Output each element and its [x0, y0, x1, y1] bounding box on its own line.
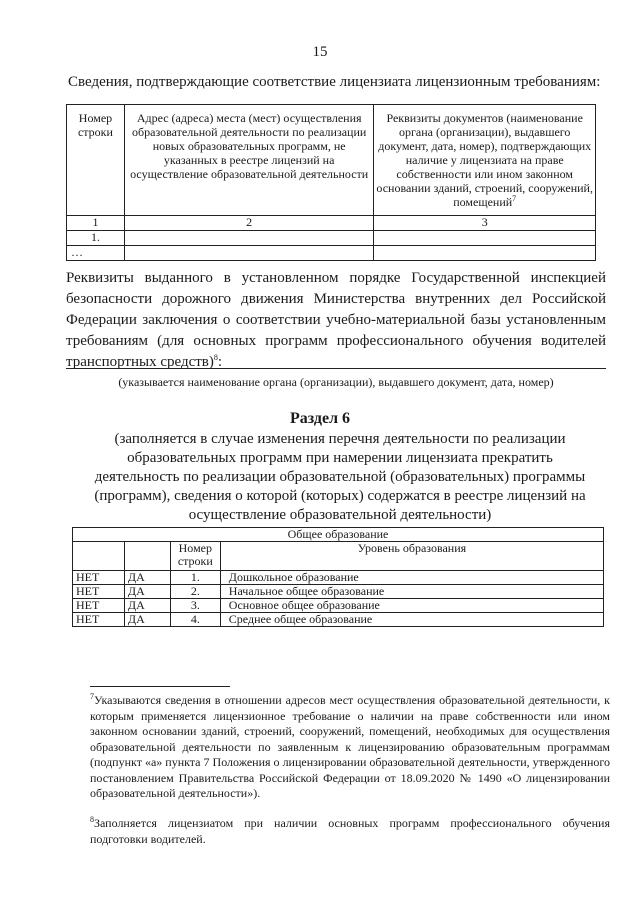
footnote-text: Указываются сведения в отношении адресов мест осуществления образовательной деятельности, к которым применяется лицензионное требование о наличии на праве собственности или ином законном основании зданий, строений, сооружений, помещений, необходимых для осуществления образовательной деятельности по заявленным к лицензированию образовательным программам (подпункт «а» пункта 7 Положения о лицензировании образовательной деятельности, утвержденного постановлением Правительства Российской Федерации от 18.09.2020 № 1490 «О лицензировании образовательной деятельности»). [90, 693, 610, 800]
table-header-row [67, 105, 596, 216]
intro-text: Сведения, подтверждающие соответствие лицензиата лицензионным требованиям: [68, 74, 601, 90]
empty-cell [374, 231, 596, 246]
table-row [67, 231, 596, 246]
no-cell: НЕТ [73, 599, 125, 613]
footnote-mark: 7 [90, 692, 94, 701]
header-documents [374, 105, 596, 216]
row-number-cell: … [67, 246, 125, 261]
section-subtitle: (заполняется в случае изменения перечня деятельности по реализации образовательных программ при намерении лицензиата прекратить деятельность по реализации образовательной (образовательных) программы (программ), сведения о которой (которых) содержатся в реестре лицензий на осуществление образовательной деятельности) [94, 431, 586, 523]
header-address: Адрес (адреса) места (мест) осуществления образовательной деятельности по реализации новых образовательных программ, не указанных в реестре лицензий на осуществление образовательной деятельности [124, 105, 373, 216]
section-title: Раздел 6 [289, 410, 351, 427]
row-number-cell: 4. [170, 613, 220, 627]
table-row [67, 246, 596, 261]
table-row [73, 599, 604, 613]
empty-cell [374, 246, 596, 261]
header-row-number: Номер строки [67, 105, 125, 216]
table-row [73, 585, 604, 599]
footnote-8 [90, 816, 610, 847]
header-education-level: Уровень образования [220, 542, 603, 571]
footnote-7 [90, 693, 610, 802]
empty-cell [124, 542, 170, 571]
footnote-mark: 8 [90, 815, 94, 824]
no-cell: НЕТ [73, 613, 125, 627]
education-level-cell: Среднее общее образование [220, 613, 603, 627]
paragraph-colon: : [217, 354, 223, 370]
general-education-table [72, 527, 604, 627]
table-numbering-row [67, 216, 596, 231]
yes-cell: ДА [124, 599, 170, 613]
yes-cell: ДА [124, 613, 170, 627]
header-documents-text: Реквизиты документов (наименование органа (организации), выдавшего документ, дата, номер), подтверждающих наличие у лицензиата на праве собственности или ином законном основании зданий, строений, сооружений, помещений [376, 111, 593, 209]
row-number-cell: 3. [170, 599, 220, 613]
fill-in-caption: (указывается наименование органа (организации), выдавшего документ, дата, номер) [118, 375, 554, 389]
header-row-number: Номер строки [170, 542, 220, 571]
page-number: 15 [312, 44, 328, 60]
footnote-text: Заполняется лицензиатом при наличии основных программ профессионального обучения подготовки водителей. [90, 816, 610, 846]
numbering-cell: 3 [374, 216, 596, 231]
table-row [73, 613, 604, 627]
education-level-cell: Начальное общее образование [220, 585, 603, 599]
fill-in-line [66, 368, 606, 369]
no-cell: НЕТ [73, 585, 125, 599]
table-title: Общее образование [73, 528, 604, 542]
empty-cell [73, 542, 125, 571]
empty-cell [124, 246, 373, 261]
row-number-cell: 2. [170, 585, 220, 599]
numbering-cell: 1 [67, 216, 125, 231]
footnote-ref-8: 8 [213, 353, 218, 362]
footnote-separator [90, 686, 230, 687]
empty-cell [124, 231, 373, 246]
row-number-cell: 1. [67, 231, 125, 246]
table-row [73, 571, 604, 585]
gibdd-paragraph [66, 268, 606, 373]
education-level-cell: Основное общее образование [220, 599, 603, 613]
table-title-row [73, 528, 604, 542]
table-header-row [73, 542, 604, 571]
gibdd-paragraph-text: Реквизиты выданного в установленном порядке Государственной инспекцией безопасности дорожного движения Министерства внутренних дел Российской Федерации заключения о соответствии учебно-материальной базы установленным требованиям (для основных программ профессионального обучения водителей транспортных средств) [66, 270, 606, 370]
footnote-ref-7: 7 [512, 194, 517, 203]
education-level-cell: Дошкольное образование [220, 571, 603, 585]
no-cell: НЕТ [73, 571, 125, 585]
row-number-cell: 1. [170, 571, 220, 585]
numbering-cell: 2 [124, 216, 373, 231]
premises-table [66, 104, 596, 261]
yes-cell: ДА [124, 585, 170, 599]
yes-cell: ДА [124, 571, 170, 585]
